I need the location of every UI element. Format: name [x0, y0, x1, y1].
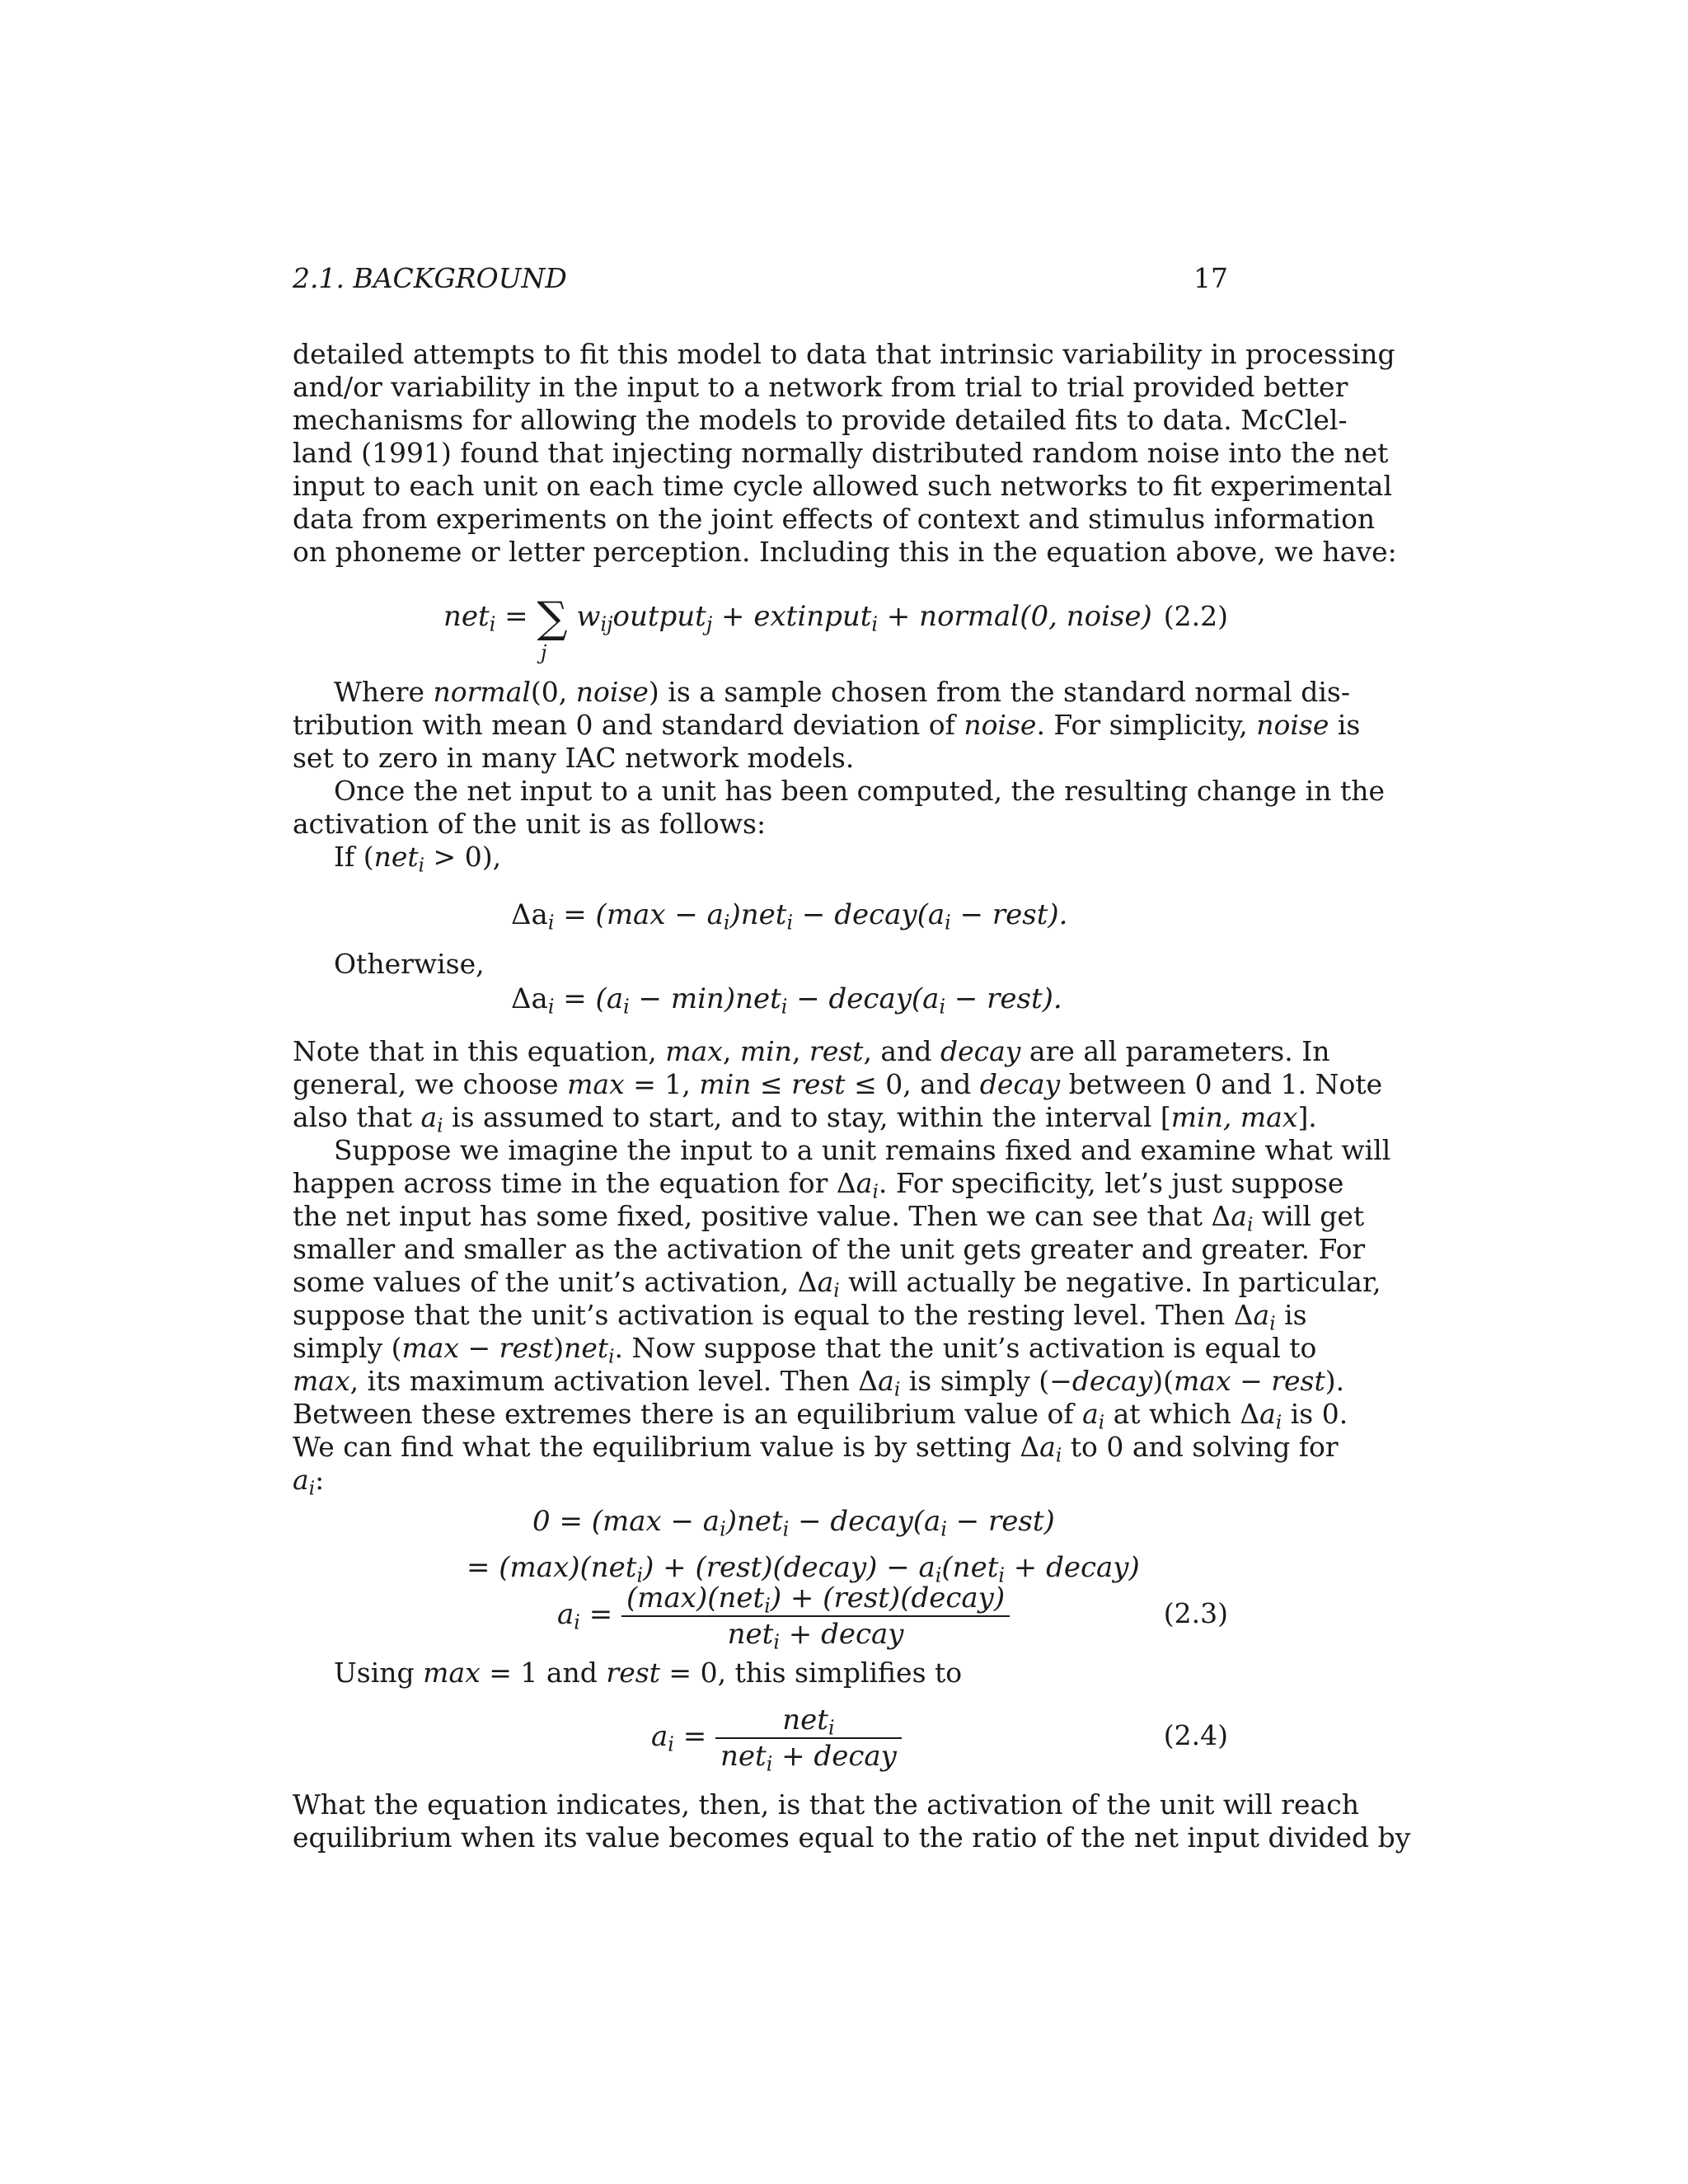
equation-number: (2.4)	[1163, 1719, 1228, 1751]
page-number: 17	[1193, 262, 1228, 294]
equation-2-3-line3: $a_i$ = $\frac{(\max)(net_i) + (rest)(decay)}{net_i + decay}$	[557, 1581, 1010, 1652]
equation-negative-case: $\Delta a_i = (a_i - \min)net_i$ − $decay(a_i$ − rest).	[511, 982, 1062, 1019]
para1-line: data from experiments on the joint effects of context and stimulus information	[293, 503, 1376, 535]
para1-line: detailed attempts to fit this model to data that intrinsic variability in processing	[293, 338, 1395, 370]
para1-line: land (1991) found that injecting normally distributed random noise into the net	[293, 437, 1389, 469]
para3-line: Once the net input to a unit has been computed, the resulting change in the	[334, 775, 1386, 807]
para2-line: Where normal(0, noise) is a sample chosen from the standard normal dis-	[334, 676, 1350, 708]
equation-positive-case: $\Delta a_i = (\max - a_i)net_i$ − $decay(a_i$ − rest).	[511, 898, 1068, 935]
equation-2-4: $a_i$ = $\frac{net_i}{net_i + decay}$	[651, 1703, 902, 1774]
para1-line: on phoneme or letter perception. Including this in the equation above, we have:	[293, 536, 1397, 568]
para5-line: smaller and smaller as the activation of the unit gets greater and greater. For	[293, 1233, 1366, 1265]
para5-line: suppose that the unit’s activation is equal to the resting level. Then $\Delta a_i$ is	[293, 1299, 1307, 1335]
if-line: If (net$_i$ > 0),	[334, 841, 502, 877]
fraction: $\frac{net_i}{net_i + decay}$	[715, 1703, 902, 1774]
para5-line: Between these extremes there is an equilibrium value of $a_i$ at which $\Delta a_i$ is 0.	[293, 1398, 1348, 1434]
para4-line: Note that in this equation, max, min, rest, and decay are all parameters. In	[293, 1035, 1330, 1067]
para5-line: some values of the unit’s activation, $\Delta a_i$ will actually be negative. In particular,	[293, 1266, 1381, 1302]
para1-line: input to each unit on each time cycle allowed such networks to fit experimental	[293, 470, 1393, 502]
para4-line: also that $a_i$ is assumed to start, and to stay, within the interval [min, max].	[293, 1101, 1317, 1137]
fraction: $\frac{(\max)(net_i) + (rest)(decay)}{net_i + decay}$	[621, 1581, 1010, 1652]
para5-line: $a_i$:	[293, 1464, 325, 1500]
sum-symbol: ∑	[537, 593, 568, 643]
para2-line: tribution with mean 0 and standard deviation of noise. For simplicity, noise is	[293, 709, 1361, 741]
para1-line: and/or variability in the input to a network from trial to trial provided better	[293, 371, 1348, 403]
otherwise-label: Otherwise,	[334, 948, 485, 980]
section-title: 2.1. BACKGROUND	[293, 262, 567, 294]
para3-line: activation of the unit is as follows:	[293, 808, 767, 840]
para2-line: set to zero in many IAC network models.	[293, 742, 855, 774]
equation-2-3-line2: = (max)(net$_i$) + (rest)(decay) − $a_i(net_i$ + decay)	[467, 1551, 1140, 1587]
para7-line: equilibrium when its value becomes equal to the ratio of the net input divided by	[293, 1821, 1411, 1854]
para5-line: Suppose we imagine the input to a unit remains fixed and examine what will	[334, 1134, 1391, 1166]
para6-line: Using max = 1 and rest = 0, this simplifies to	[334, 1657, 963, 1689]
equation-2-3-line1: $0 = (\max - a_i)net_i$ − $decay(a_i$ − rest)	[532, 1505, 1055, 1541]
para1-line: mechanisms for allowing the models to provide detailed fits to data. McClel-	[293, 404, 1348, 436]
para7-line: What the equation indicates, then, is that the activation of the unit will reach	[293, 1788, 1359, 1821]
para4-line: general, we choose max = 1, min ≤ rest ≤ 0, and decay between 0 and 1. Note	[293, 1068, 1383, 1100]
running-head	[293, 262, 1228, 295]
equation-2-2: net$_i$ = ∑ $w_{ij}output_j$ + extinput$_i$ + normal(0, noise)	[443, 593, 1152, 643]
para5-line: simply (max − rest)net$_i$. Now suppose that the unit’s activation is equal to	[293, 1332, 1317, 1368]
equation-number: (2.3)	[1163, 1597, 1228, 1629]
sum-index: j	[541, 641, 547, 664]
para5-line: the net input has some fixed, positive value. Then we can see that $\Delta a_i$ will get	[293, 1200, 1365, 1236]
para5-line: We can find what the equilibrium value is by setting $\Delta a_i$ to 0 and solving for	[293, 1431, 1339, 1467]
para5-line: max, its maximum activation level. Then $\Delta a_i$ is simply (−decay)(max − rest).	[293, 1365, 1345, 1401]
equation-number: (2.2)	[1163, 600, 1228, 632]
para5-line: happen across time in the equation for $\Delta a_i$. For specificity, let’s just suppose	[293, 1167, 1344, 1203]
